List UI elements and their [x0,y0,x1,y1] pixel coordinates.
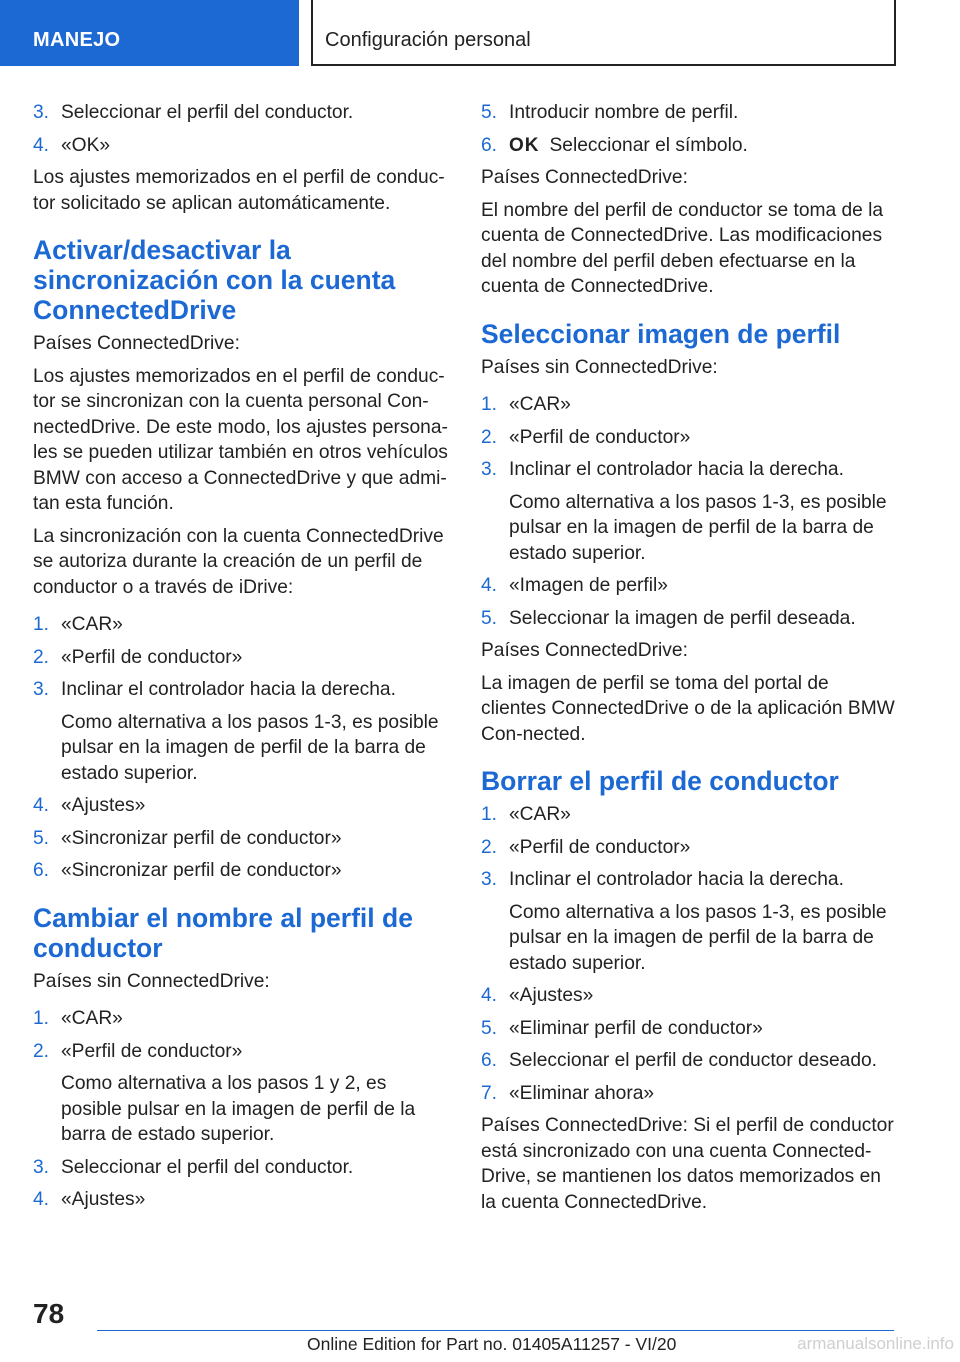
paragraph: Países sin ConnectedDrive: [33,970,270,992]
list-item: 6. OK Seleccionar el símbolo. [481,133,897,159]
list-item: 4. «Ajustes» [33,795,146,816]
chapter-header [311,0,896,66]
section-title: MANEJO [33,29,121,51]
list-item: 4. «OK» [33,134,111,156]
list-item: 3. Inclinar el controlador hacia la derecha. [33,679,396,700]
paragraph: La sincronización con la cuenta ConnectedDrive se autoriza durante la creación de un perfil de conductor o a través de iDrive: [33,525,444,598]
paragraph: Países ConnectedDrive: [33,333,240,354]
heading-delete: Borrar el perfil de conductor [481,766,839,796]
list-item: 2. «Perfil de conductor» [481,426,691,448]
footer-rule [97,1330,894,1331]
heading-image: Seleccionar imagen de perfil [481,318,841,349]
paragraph: Los ajustes memorizados en el perfil de conduc-tor se sincronizan con la cuenta personal Con-nectedDrive. De este modo, los ajustes persona-les se pueden utilizar también en otros vehículos BMW con acceso a ConnectedDrive y que admi-tan esta función. [33,365,448,514]
footer-edition: Online Edition for Part no. 01405A11257 - VI/20 [307,1334,677,1354]
list-item: 5. «Sincronizar perfil de conductor» [33,827,342,849]
step-note: Como alternativa a los pasos 1-3, es posible pulsar en la imagen de perfil de la barra de estado superior. [509,491,887,564]
watermark: armanualsonline.info [797,1334,954,1353]
list-item: 6. «Sincronizar perfil de conductor» [33,860,342,881]
step-note: Como alternativa a los pasos 1-3, es posible pulsar en la imagen de perfil de la barra de estado superior. [509,901,887,974]
list-item: 3. Inclinar el controlador hacia la derecha. [481,869,844,890]
left-column [33,100,449,1220]
chapter-divider [311,0,313,66]
list-item: 6. Seleccionar el perfil de conductor deseado. [481,1050,877,1071]
list-item: 5. «Eliminar perfil de conductor» [481,1017,763,1039]
list-item: 4. «Ajustes» [481,985,594,1006]
list-item: 1. «CAR» [33,614,123,635]
section-tab [0,0,299,66]
list-item: 1. «CAR» [481,804,571,825]
list-item: 2. «Perfil de conductor» [33,646,243,668]
heading-sync: Activar/desactivar la sincronización con la cuenta ConnectedDrive [33,235,396,325]
paragraph: Países ConnectedDrive: Si el perfil de conductor está sincronizado con una cuenta Connected-Drive, se mantienen los datos memorizados en la cuenta ConnectedDrive. [481,1115,894,1213]
list-item: 1. «CAR» [481,394,571,415]
step-note: Como alternativa a los pasos 1-3, es posible pulsar en la imagen de perfil de la barra de estado superior. [61,711,439,784]
paragraph: La imagen de perfil se toma del portal de clientes ConnectedDrive o de la aplicación BMW Con-nected. [481,672,895,745]
list-item: 2. «Perfil de conductor» [481,836,691,858]
list-item: 7. «Eliminar ahora» [481,1082,655,1104]
paragraph: Países ConnectedDrive: [481,167,688,188]
list-item: 5. Seleccionar la imagen de perfil deseada. [481,607,856,629]
list-item: 5. Introducir nombre de perfil. [481,102,739,123]
right-column [481,100,897,1222]
paragraph: Países ConnectedDrive: [481,640,688,661]
ok-icon: OK [509,134,540,156]
list-item: 3. Inclinar el controlador hacia la derecha. [481,459,844,480]
list-item: 4. «Imagen de perfil» [481,575,668,596]
list-item: 2. «Perfil de conductor» [33,1040,243,1062]
paragraph: Los ajustes memorizados en el perfil de conduc-tor solicitado se aplican automáticamente. [33,167,445,214]
list-item: 1. «CAR» [33,1008,123,1029]
paragraph: El nombre del perfil de conductor se toma de la cuenta de ConnectedDrive. Las modificaciones del nombre del perfil deben efectuarse en la cuenta de ConnectedDrive. [481,199,884,297]
list-item: 4. «Ajustes» [33,1189,146,1210]
heading-rename: Cambiar el nombre al perfil de conductor [33,902,413,963]
step-note: Como alternativa a los pasos 1 y 2, es posible pulsar en la imagen de perfil de la barra de estado superior. [61,1073,416,1145]
list-item: 3. Seleccionar el perfil del conductor. [33,1156,354,1178]
page-number: 78 [33,1298,65,1329]
chapter-title: Configuración personal [325,29,531,51]
paragraph: Países sin ConnectedDrive: [481,356,718,378]
list-item: 3. Seleccionar el perfil del conductor. [33,102,354,123]
